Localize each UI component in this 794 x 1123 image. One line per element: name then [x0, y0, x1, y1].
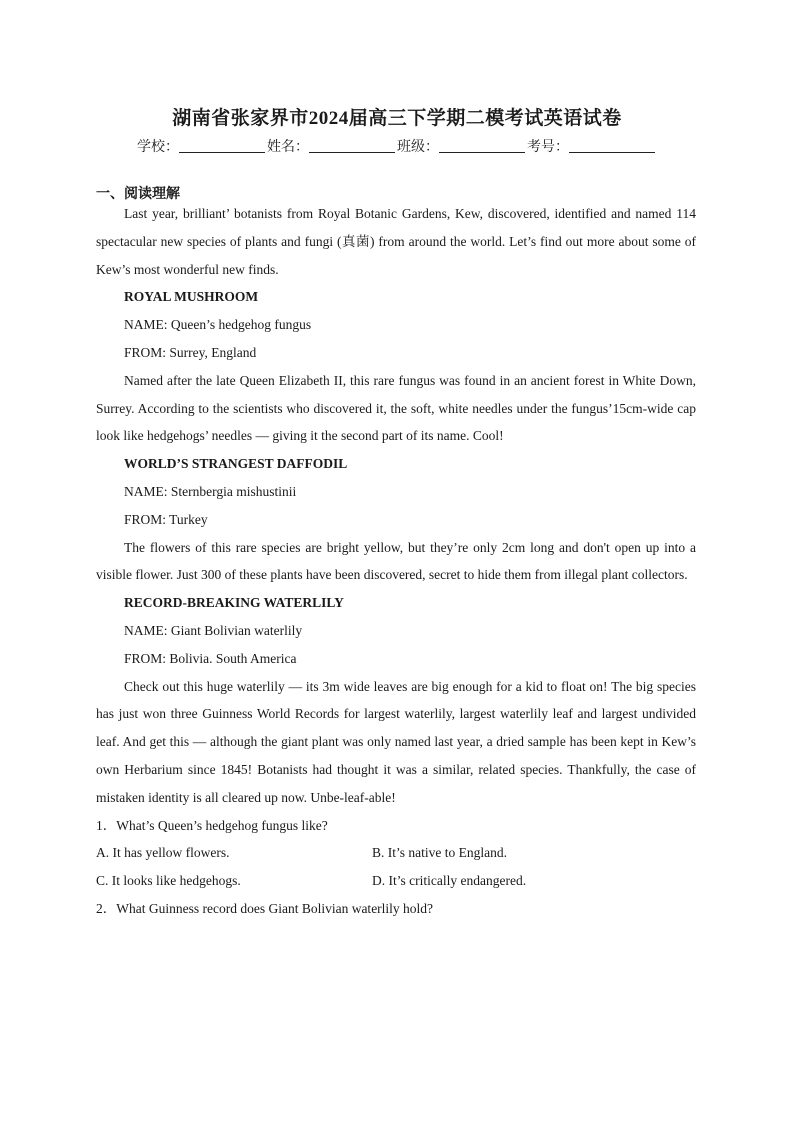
- species-body-waterlily: Check out this huge waterlily — its 3m wide leaves are big enough for a kid to float on! The big species has just won three Guinness World Records for largest waterlily, largest waterlily leaf and largest undivided leaf. And get this — although the giant plant was only named last year, a dried sample has been kept in Kew’s own Herbarium since 1845! Botanists had thought it was a similar, related species. Thankfully, the case of mistaken identity is all cleared up now. Unbe-leaf-able!: [96, 678, 696, 805]
- species-heading-waterlily: RECORD-BREAKING WATERLILY: [124, 595, 344, 611]
- question-1-options-row-1: [96, 839, 696, 867]
- class-label: 班级：: [397, 139, 439, 155]
- name-label: 姓名：: [267, 139, 309, 155]
- species-name-daffodil: NAME: Sternbergia mishustinii: [124, 483, 297, 499]
- section-heading: 一、阅读理解: [96, 186, 180, 202]
- species-from-mushroom: FROM: Surrey, England: [124, 344, 257, 360]
- question-1-options-row-2: [96, 867, 696, 895]
- question-1-option-c[interactable]: C. It looks like hedgehogs.: [96, 873, 241, 889]
- species-body-daffodil: The flowers of this rare species are bright yellow, but they’re only 2cm long and don't open up into a visible flower. Just 300 of these plants have been discovered, secret to hide them from illegal plant collectors.: [96, 539, 696, 583]
- name-blank[interactable]: [309, 138, 395, 153]
- reading-passage: [96, 200, 696, 923]
- exam-title: 湖南省张家界市2024届高三下学期二模考试英语试卷: [172, 108, 622, 129]
- question-1-option-a[interactable]: A. It has yellow flowers.: [96, 845, 230, 861]
- species-body-mushroom: Named after the late Queen Elizabeth II, this rare fungus was found in an ancient forest in White Down, Surrey. According to the scientists who discovered it, the soft, white needles under the fungus’15cm-wide cap look like hedgehogs’ needles — giving it the second part of its name. Cool!: [96, 372, 696, 444]
- question-2-stem: 2．What Guinness record does Giant Bolivian waterlily hold?: [96, 900, 434, 916]
- class-blank[interactable]: [439, 138, 525, 153]
- school-blank[interactable]: [179, 138, 265, 153]
- question-1-option-d[interactable]: D. It’s critically endangered.: [372, 873, 527, 889]
- question-1-option-b[interactable]: B. It’s native to England.: [372, 845, 507, 861]
- question-1-stem: 1．What’s Queen’s hedgehog fungus like?: [96, 817, 328, 833]
- passage-intro: Last year, brilliant’ botanists from Royal Botanic Gardens, Kew, discovered, identified and named 114 spectacular new species of plants and fungi (真菌) from around the world. Let’s find out more about some of Kew’s most wonderful new finds.: [96, 206, 696, 277]
- species-heading-daffodil: WORLD’S STRANGEST DAFFODIL: [124, 456, 348, 472]
- number-label: 考号：: [527, 139, 569, 155]
- school-label: 学校：: [137, 139, 179, 155]
- species-name-waterlily: NAME: Giant Bolivian waterlily: [124, 622, 303, 638]
- species-from-daffodil: FROM: Turkey: [124, 511, 208, 527]
- student-info-line: [0, 136, 794, 156]
- species-name-mushroom: NAME: Queen’s hedgehog fungus: [124, 317, 312, 333]
- species-heading-mushroom: ROYAL MUSHROOM: [124, 289, 259, 305]
- number-blank[interactable]: [569, 138, 655, 153]
- species-from-waterlily: FROM: Bolivia. South America: [124, 650, 297, 666]
